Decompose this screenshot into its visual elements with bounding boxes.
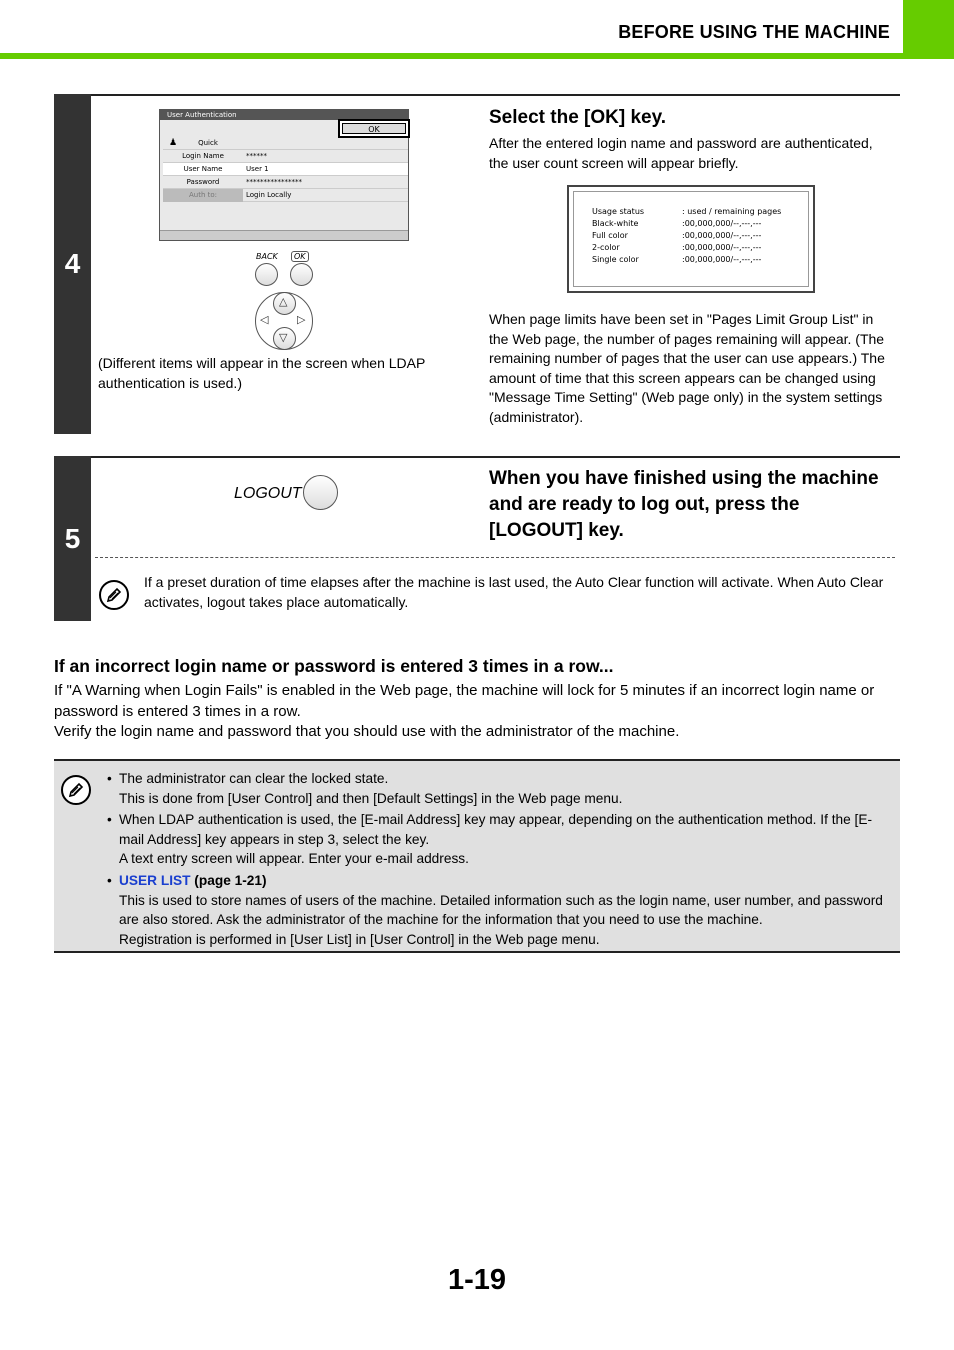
step-5-note: If a preset duration of time elapses after the machine is last used, the Auto Clear function will activate. When Auto Clear activates, logout takes place automatically. [144,574,884,610]
lcd-row-quick[interactable]: ♟ Quick [163,137,408,150]
lcd-row-user-name[interactable]: User Name User 1 [163,163,408,176]
list-item: • When LDAP authentication is used, the [E-mail Address] key may appear, depending on the authentication method. If the [E-mail Address] key appears in step 3, select the key. A text entry screen will appear. Enter your e-mail address. [107,810,897,869]
section-para-2: Verify the login name and password that you should use with the administrator of the machine. [54,723,680,740]
step-4 [54,94,900,434]
step-number: 5 [54,456,91,621]
header-title: BEFORE USING THE MACHINE [618,22,890,42]
step-number: 4 [54,94,91,434]
section-para-1: If "A Warning when Login Fails" is enabled in the Web page, the machine will lock for 5 minutes if an incorrect login name or password is entered 3 times in a row. [54,682,875,720]
note-box [54,759,900,953]
page-header [0,0,954,60]
lcd-screen [159,109,409,241]
down-arrow-icon: ▽ [279,332,288,344]
lcd-title: User Authentication [160,110,408,120]
usage-header-row: Usage status : used / remaining pages [592,207,782,216]
lcd-ok-label: OK [342,123,406,134]
up-arrow-icon: △ [279,296,288,308]
usage-status-screen [567,185,815,293]
lcd-bottom-bar [160,230,408,240]
note-list [107,769,897,951]
page-reference: (page 1-21) [190,872,267,888]
lcd-row-password[interactable]: Password **************** [163,176,408,189]
header-tab [903,0,954,59]
logout-key[interactable] [303,475,338,510]
step-rule [91,94,900,96]
usage-row: Full color :00,000,000/--,---,--- [592,231,762,240]
lcd-row-auth-to[interactable]: Auth to: Login Locally [163,189,408,202]
pencil-note-icon [99,580,129,610]
usage-row: 2-color :00,000,000/--,---,--- [592,243,762,252]
lcd-row-login-name[interactable]: Login Name ****** [163,150,408,163]
header-rule [0,53,954,59]
step-4-heading: Select the [OK] key. [489,107,667,128]
back-key-label: BACK [256,252,278,261]
step-5 [54,456,900,621]
list-item: • The administrator can clear the locked state. This is done from [User Control] and then [Default Settings] in the Web page menu. [107,769,897,808]
lcd-ok-button[interactable] [338,119,410,138]
ok-key[interactable] [290,263,313,286]
user-list-link[interactable]: USER LIST [119,872,191,888]
left-arrow-icon: ◁ [260,314,269,326]
usage-row: Black-white :00,000,000/--,---,--- [592,219,762,228]
back-key[interactable] [255,263,278,286]
page-number: 1-19 [447,1264,507,1296]
usage-row: Single color :00,000,000/--,---,--- [592,255,762,264]
step-rule [91,456,900,458]
lcd-caption: (Different items will appear in the screen when LDAP authentication is used.) [98,355,426,391]
step-4-text-1: After the entered login name and password are authenticated, the user count screen will appear briefly. [489,135,873,171]
dotted-separator [95,557,895,558]
step-4-text-2: When page limits have been set in "Pages Limit Group List" in the Web page, the number of pages remaining will appear. (The remaining number of pages that the user can use appears.) The amount of time that this screen appears can be changed using "Message Time Setting" (Web page only) in the system settings (administrator). [489,311,885,425]
logout-key-label: LOGOUT [234,485,302,502]
section-heading: If an incorrect login name or password is entered 3 times in a row... [54,656,614,676]
direction-pad[interactable] [255,292,313,350]
right-arrow-icon: ▷ [297,314,306,326]
ok-key-label: OK [291,251,309,262]
step-5-heading: When you have finished using the machine and are ready to log out, press the [LOGOUT] key. [489,468,879,541]
user-icon: ♟ [169,138,178,148]
list-item: • USER LIST (page 1-21) This is used to store names of users of the machine. Detailed information such as the login name, user number, and password are also stored. Ask the administrator of the machine for the information that you need to use the machine. Registration is performed in [User List] in [User Control] in the Web page menu. [107,871,897,949]
pencil-note-icon [61,775,91,805]
